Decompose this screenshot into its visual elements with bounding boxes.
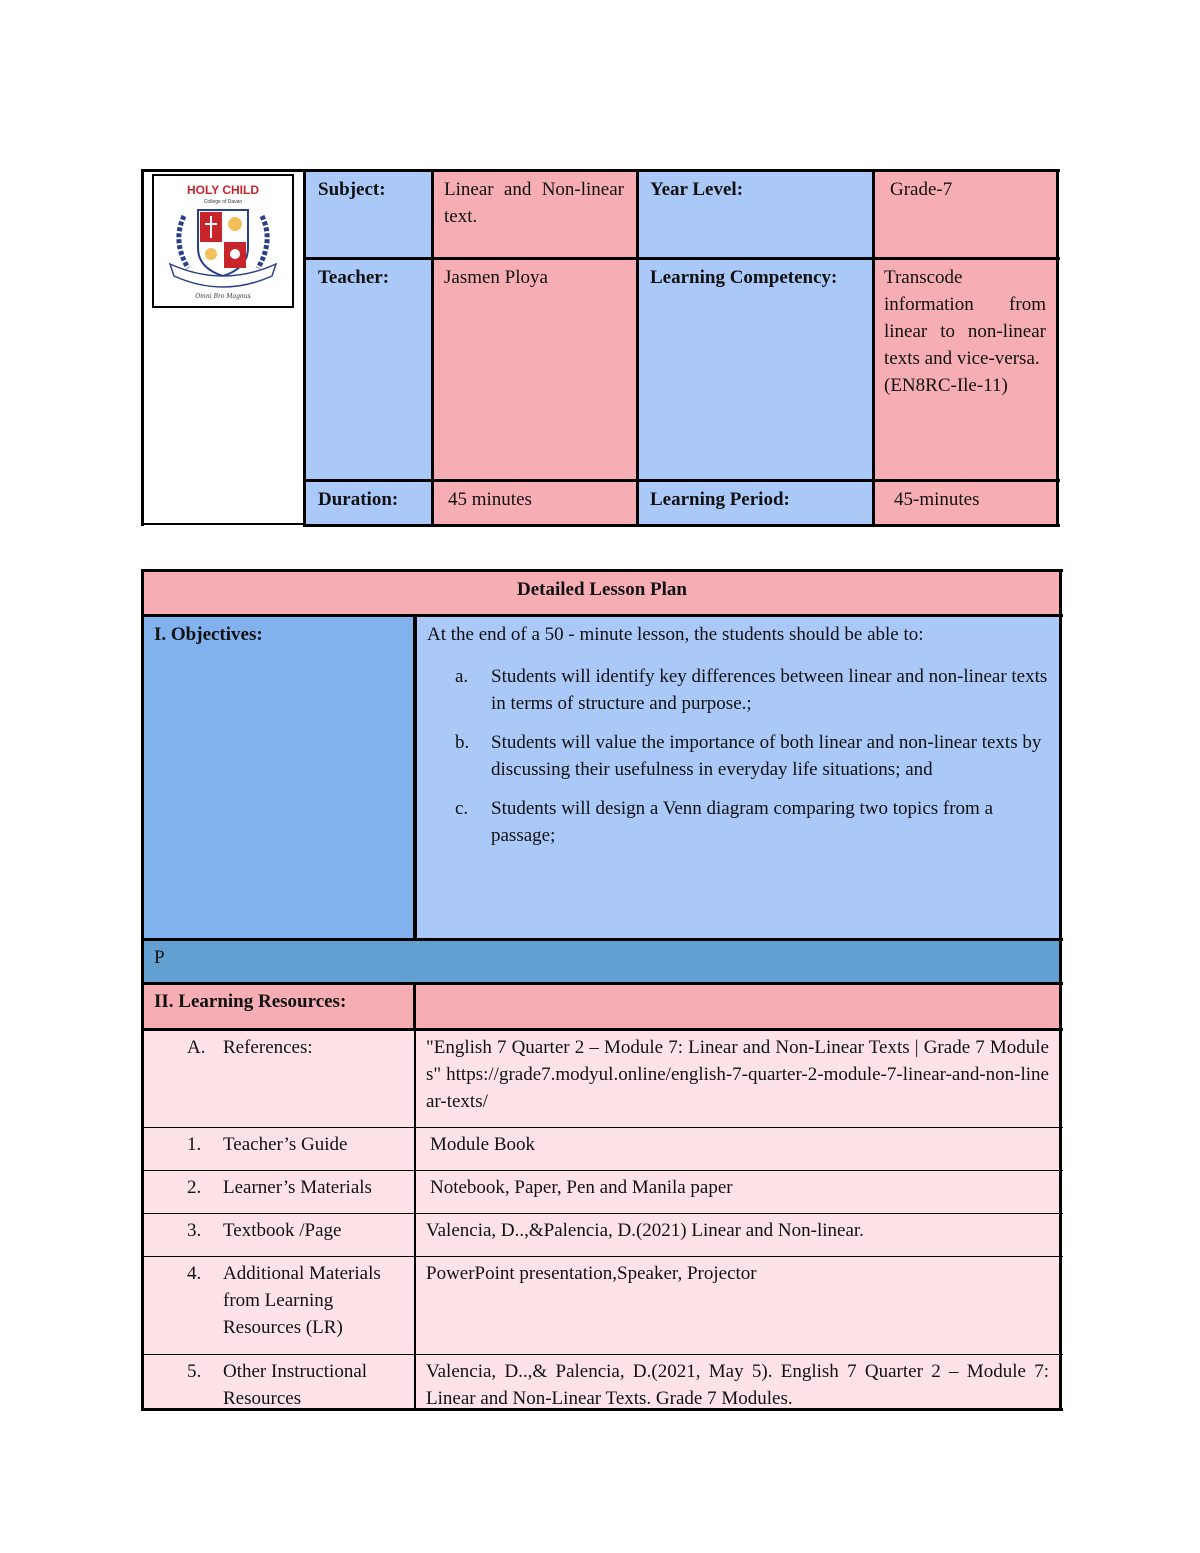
svg-text:Omni Bro Magnus: Omni Bro Magnus: [195, 293, 251, 300]
textbook-value: Valencia, D..,&Palencia, D.(2021) Linear and Non-linear.: [426, 1220, 864, 1241]
resources-label: II. Learning Resources:: [154, 991, 347, 1012]
learners-materials-value: Notebook, Paper, Pen and Manila paper: [430, 1177, 733, 1198]
school-logo: [152, 174, 294, 308]
objectives-intro: At the end of a 50 - minute lesson, the students should be able to:: [427, 624, 924, 645]
competency-label: Learning Competency:: [650, 267, 838, 288]
table-row: 1. Teacher’s Guide: [187, 1134, 348, 1155]
objectives-list: [427, 663, 1049, 849]
table-row: 5. Other Instructional Resources: [187, 1361, 368, 1409]
list-item: c. Students will design a Venn diagram comparing two topics from a passage;: [455, 798, 994, 846]
table-row: 2. Learner’s Materials: [187, 1177, 372, 1198]
subject-value: Linear and Non-linear text.: [444, 179, 624, 227]
subject-label: Subject:: [318, 179, 386, 200]
table-row: 3. Textbook /Page: [187, 1220, 342, 1241]
period-value: 45-minutes: [894, 489, 980, 510]
table-row: 4. Additional Materials from Learning Resources (LR): [187, 1263, 381, 1338]
reference-value: "English 7 Quarter 2 – Module 7: Linear and Non-Linear Texts | Grade 7 Modules" https://grade7.modyul.online/english-7-quarter-2-module-7-linear-and-non-linear-texts/: [426, 1037, 1049, 1112]
other-resources-value: Valencia, D..,& Palencia, D.(2021, May 5). English 7 Quarter 2 – Module 7: Linear and Non-Linear Texts. Grade 7 Modules.: [426, 1361, 1049, 1408]
objectives-label-cell: [143, 616, 415, 940]
teacher-value: Jasmen Ploya: [444, 267, 548, 288]
teacher-label: Teacher:: [318, 267, 390, 288]
competency-text: Transcode information from linear to non-linear texts and vice-versa.: [884, 267, 1046, 369]
table-row: A. References:: [187, 1037, 313, 1058]
shield-logo-icon: [154, 176, 292, 306]
competency-value: [874, 261, 1056, 402]
svg-text:College of Davao: College of Davao: [203, 199, 243, 205]
svg-text:HOLY CHILD: HOLY CHILD: [186, 183, 260, 197]
duration-label: Duration:: [318, 489, 399, 510]
list-item: b. Students will value the importance of both linear and non-linear texts by discussing their usefulness in everyday life situations; and: [455, 732, 1042, 780]
competency-code: (EN8RC-Ile-11): [884, 375, 1008, 396]
year-level-label: Year Level:: [650, 179, 744, 200]
objectives-label: I. Objectives:: [154, 624, 263, 645]
additional-materials-value: PowerPoint presentation,Speaker, Projector: [426, 1263, 757, 1284]
objectives-content: [417, 618, 1059, 864]
list-item: a. Students will identify key differences between linear and non-linear texts in terms of structure and purpose.;: [455, 666, 1048, 714]
plan-title: Detailed Lesson Plan: [517, 579, 687, 600]
p-row-text: P: [154, 947, 165, 968]
duration-value: 45 minutes: [448, 489, 532, 510]
year-level-value: Grade-7: [890, 179, 953, 200]
period-label: Learning Period:: [650, 489, 790, 510]
teachers-guide-value: Module Book: [430, 1134, 536, 1155]
